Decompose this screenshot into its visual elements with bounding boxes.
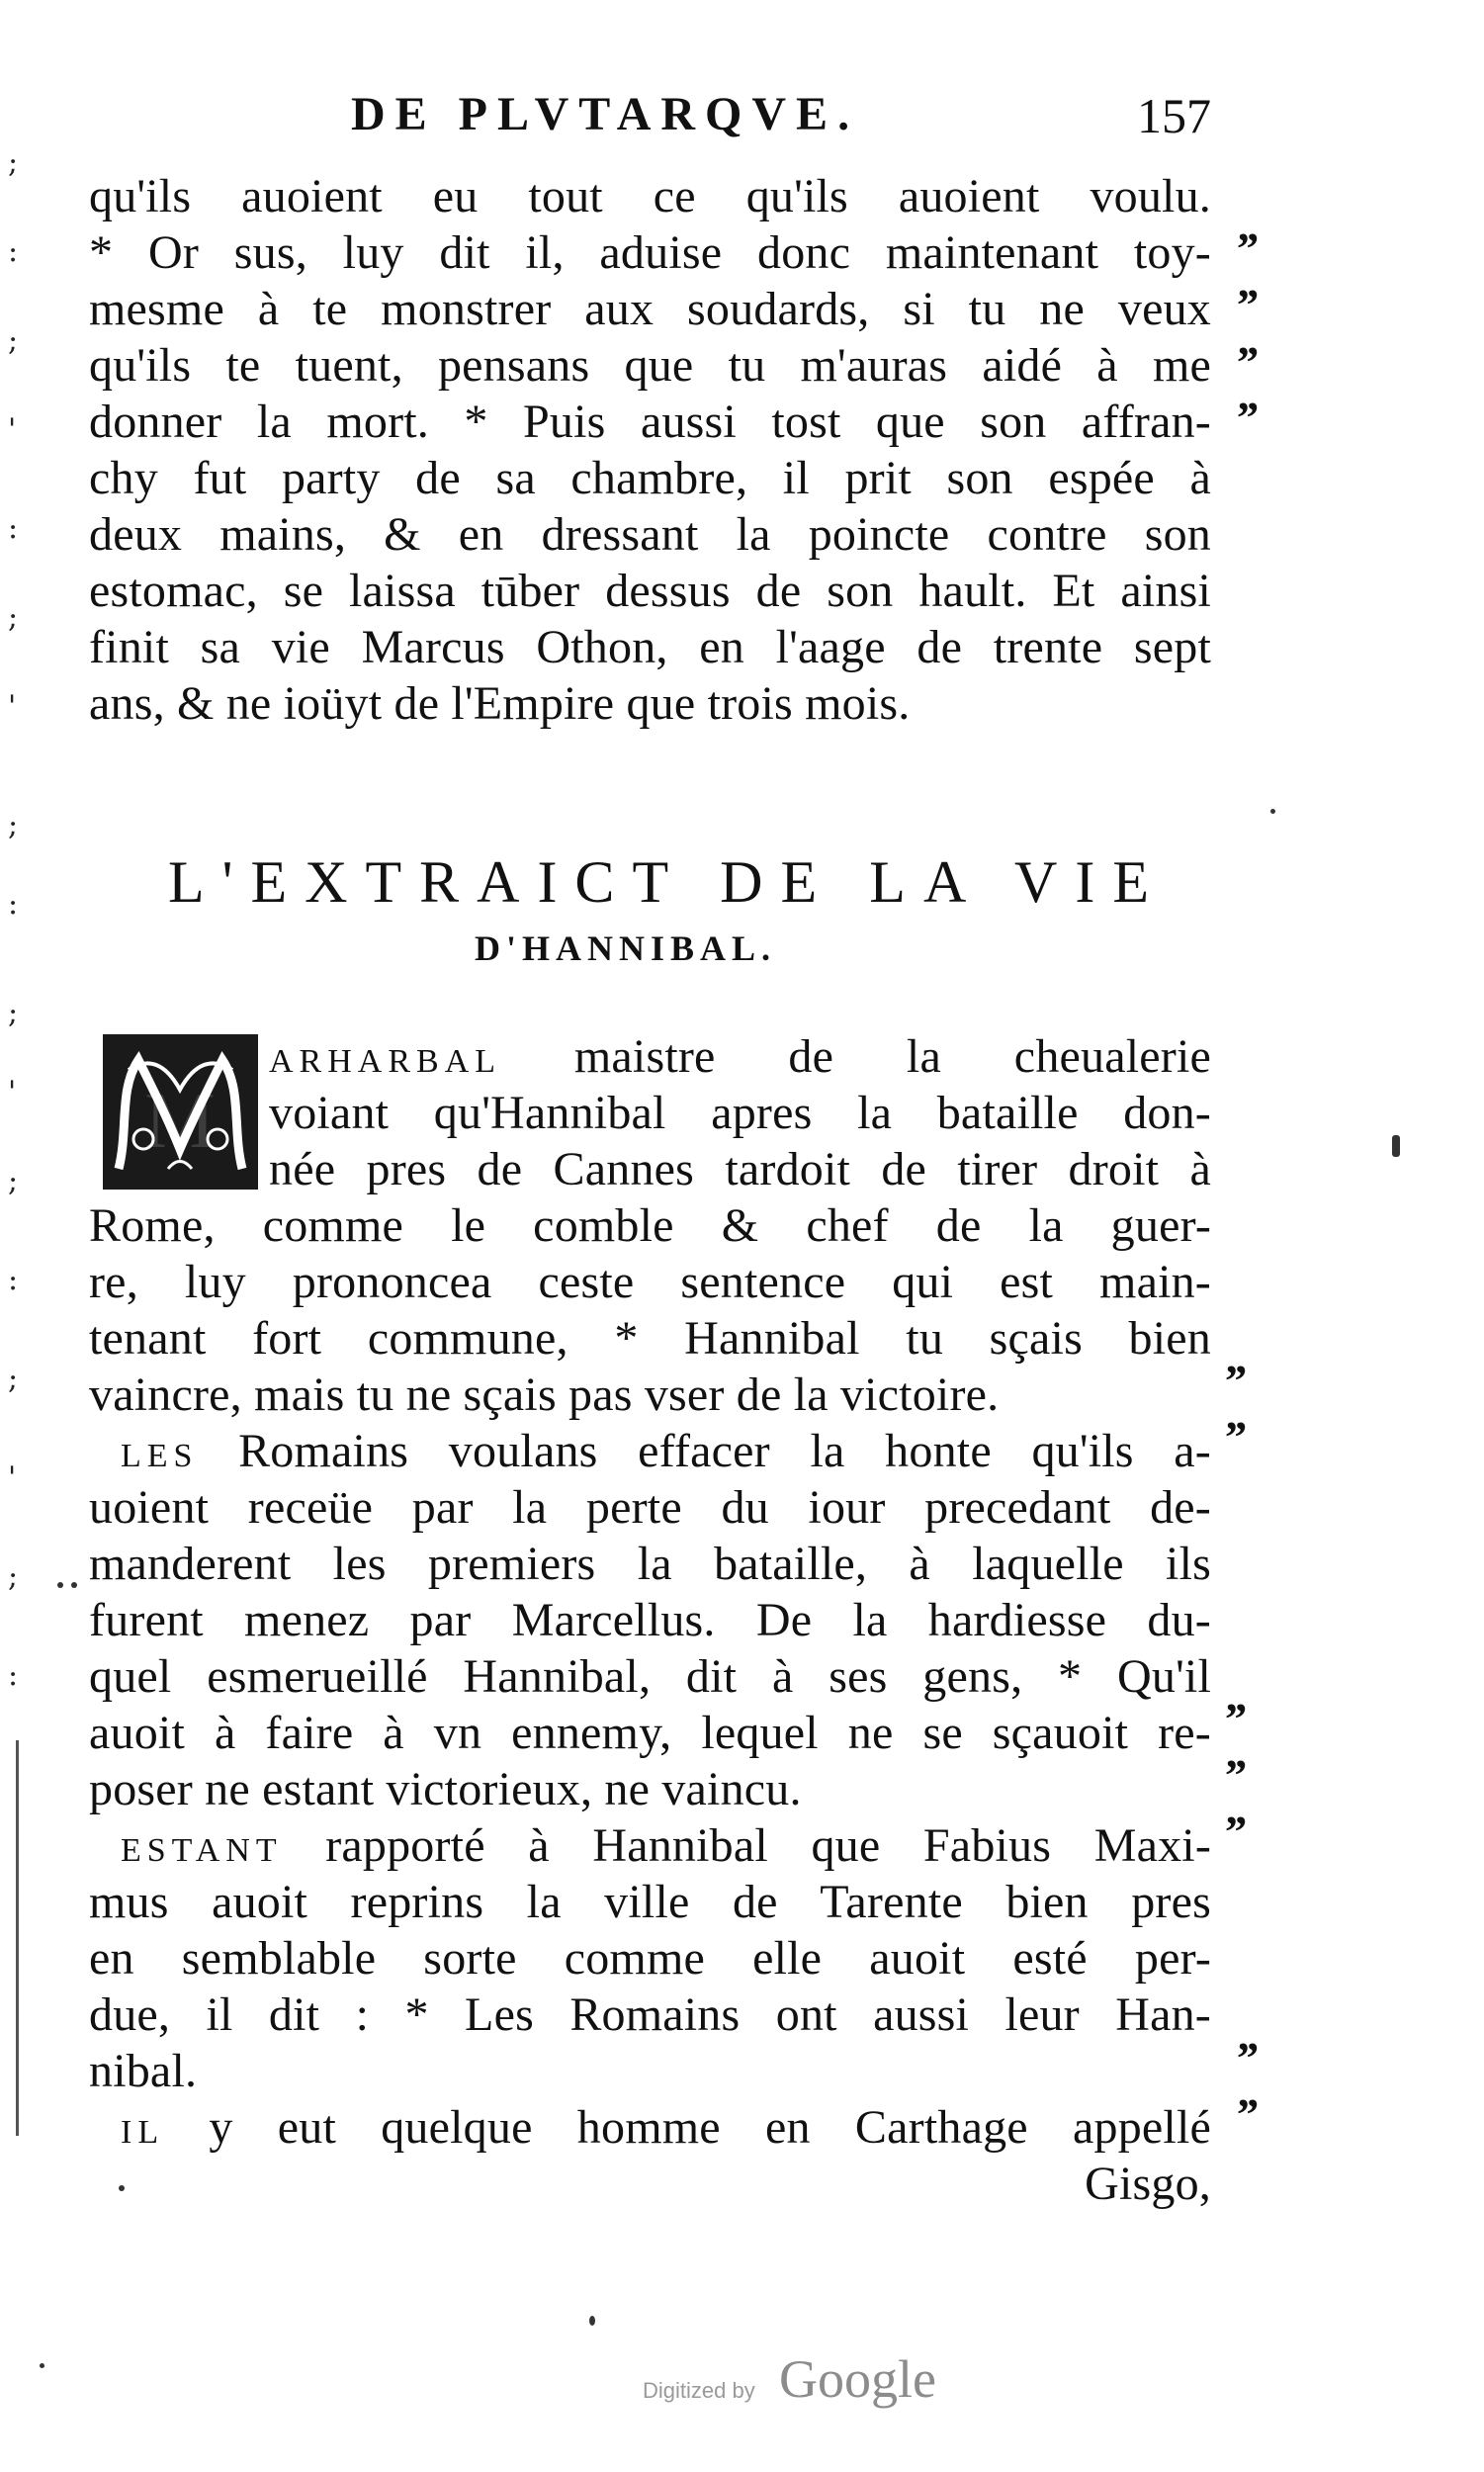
ink-speck: [1392, 1135, 1400, 1157]
google-logo: Google: [779, 2349, 936, 2409]
margin-quote-mark: ,,: [1238, 369, 1257, 419]
paragraph-othon: [89, 168, 1211, 732]
text-line: manderent les premiers la bataille, à laquelle ils: [89, 1538, 1211, 1590]
text-line: quel esmerueillé Hannibal, dit à ses gens, * Qu'il: [89, 1650, 1211, 1703]
text-line: vaincre, mais tu ne sçais pas vser de la victoire.: [89, 1368, 1000, 1421]
catchword: Gisgo,: [1085, 2158, 1211, 2210]
text-line: en semblable sorte comme elle auoit esté per-: [89, 1932, 1211, 1985]
margin-quote-mark: ,,: [1226, 1670, 1245, 1721]
text-line: re, luy prononcea ceste sentence qui est main-: [89, 1256, 1211, 1308]
text-line: auoit à faire à vn ennemy, lequel ne se sçauoit re-: [89, 1707, 1211, 1759]
ink-speck: [71, 1582, 77, 1588]
text-line: finit sa vie Marcus Othon, en l'aage de trente sept: [89, 621, 1211, 673]
section-title: L'EXTRAICT DE LA VIE: [168, 849, 1167, 915]
text-line: poser ne estant victorieux, ne vaincu.: [89, 1763, 802, 1815]
text-line: qu'ils auoient eu tout ce qu'ils auoient voulu.: [89, 170, 1211, 222]
margin-quote-mark: ,,: [1238, 2009, 1257, 2060]
margin-quote-mark: ,,: [1226, 1726, 1245, 1777]
text-line: ESTANT rapporté à Hannibal que Fabius Maxi-: [121, 1819, 1211, 1872]
text-line: mus auoit reprins la ville de Tarente bien pres: [89, 1876, 1211, 1928]
paragraph-marharbal: [89, 1197, 1211, 2212]
text-line: ans, & ne ioüyt de l'Empire que trois mois.: [89, 677, 911, 730]
ink-speck: [57, 1582, 63, 1588]
margin-quote-mark: ,,: [1238, 256, 1257, 307]
text-line: qu'ils te tuent, pensans que tu m'auras aidé à me: [89, 339, 1211, 392]
text-line: due, il dit : * Les Romains ont aussi leur Han-: [89, 1988, 1211, 2041]
text-line: IL y eut quelque homme en Carthage appellé: [121, 2101, 1211, 2154]
text-line: nibal.: [89, 2045, 198, 2097]
text-line: chy fut party de sa chambre, il prit son espée à: [89, 452, 1211, 504]
text-line: née pres de Cannes tardoit de tirer droit à: [269, 1143, 1211, 1195]
text-line: * Or sus, luy dit il, aduise donc maintenant toy-: [89, 226, 1211, 279]
ink-speck: [1270, 809, 1275, 814]
ink-speck: [119, 2185, 125, 2191]
text-line: donner la mort. * Puis aussi tost que son affran-: [89, 396, 1211, 448]
text-line: uoient receüe par la perte du iour precedant de-: [89, 1481, 1211, 1534]
running-head: DE PLVTARQVE.: [351, 88, 860, 140]
text-line: ARHARBAL maistre de la cheualerie: [269, 1030, 1211, 1083]
margin-quote-mark: ,,: [1226, 1783, 1245, 1833]
text-line: LES Romains voulans effacer la honte qu'ils a-: [121, 1425, 1211, 1477]
digitization-footer: [643, 2348, 959, 2418]
page-number: 157: [1137, 88, 1211, 143]
digitized-by-label: Digitized by: [643, 2378, 755, 2403]
section-subtitle: D'HANNIBAL.: [475, 928, 777, 968]
margin-quote-mark: ,,: [1238, 200, 1257, 250]
smallcaps-name: ARHARBAL: [269, 1043, 502, 1080]
ink-speck: [40, 2363, 44, 2368]
text-line: deux mains, & en dressant la poincte contre son: [89, 508, 1211, 561]
text-line: furent menez par Marcellus. De la hardiesse du-: [89, 1594, 1211, 1646]
text-line: tenant fort commune, * Hannibal tu sçais bien: [89, 1312, 1211, 1365]
dropcap-letter: M: [144, 1078, 216, 1165]
binding-edge: ; : ; ' : ; ' ; : ; ' ; : ; ' ; :: [0, 0, 30, 2472]
margin-quote-mark: ,,: [1226, 1388, 1245, 1439]
ink-speck: [589, 2316, 595, 2326]
paragraph-marharbal-head: [269, 1028, 1211, 1197]
margin-quote-mark: ,,: [1238, 2066, 1257, 2116]
margin-quote-mark: ,,: [1238, 313, 1257, 364]
margin-quote-mark: ,,: [1226, 1332, 1245, 1382]
text-line: voiant qu'Hannibal apres la bataille don-: [269, 1087, 1211, 1139]
text-line: estomac, se laissa tūber dessus de son hault. Et ainsi: [89, 565, 1211, 617]
running-header: [351, 87, 1211, 150]
text-line: mesme à te monstrer aux soudards, si tu ne veux: [89, 283, 1211, 335]
text-line: Rome, comme le comble & chef de la guer-: [89, 1199, 1211, 1252]
dropcap-ornament: [99, 1030, 262, 1193]
